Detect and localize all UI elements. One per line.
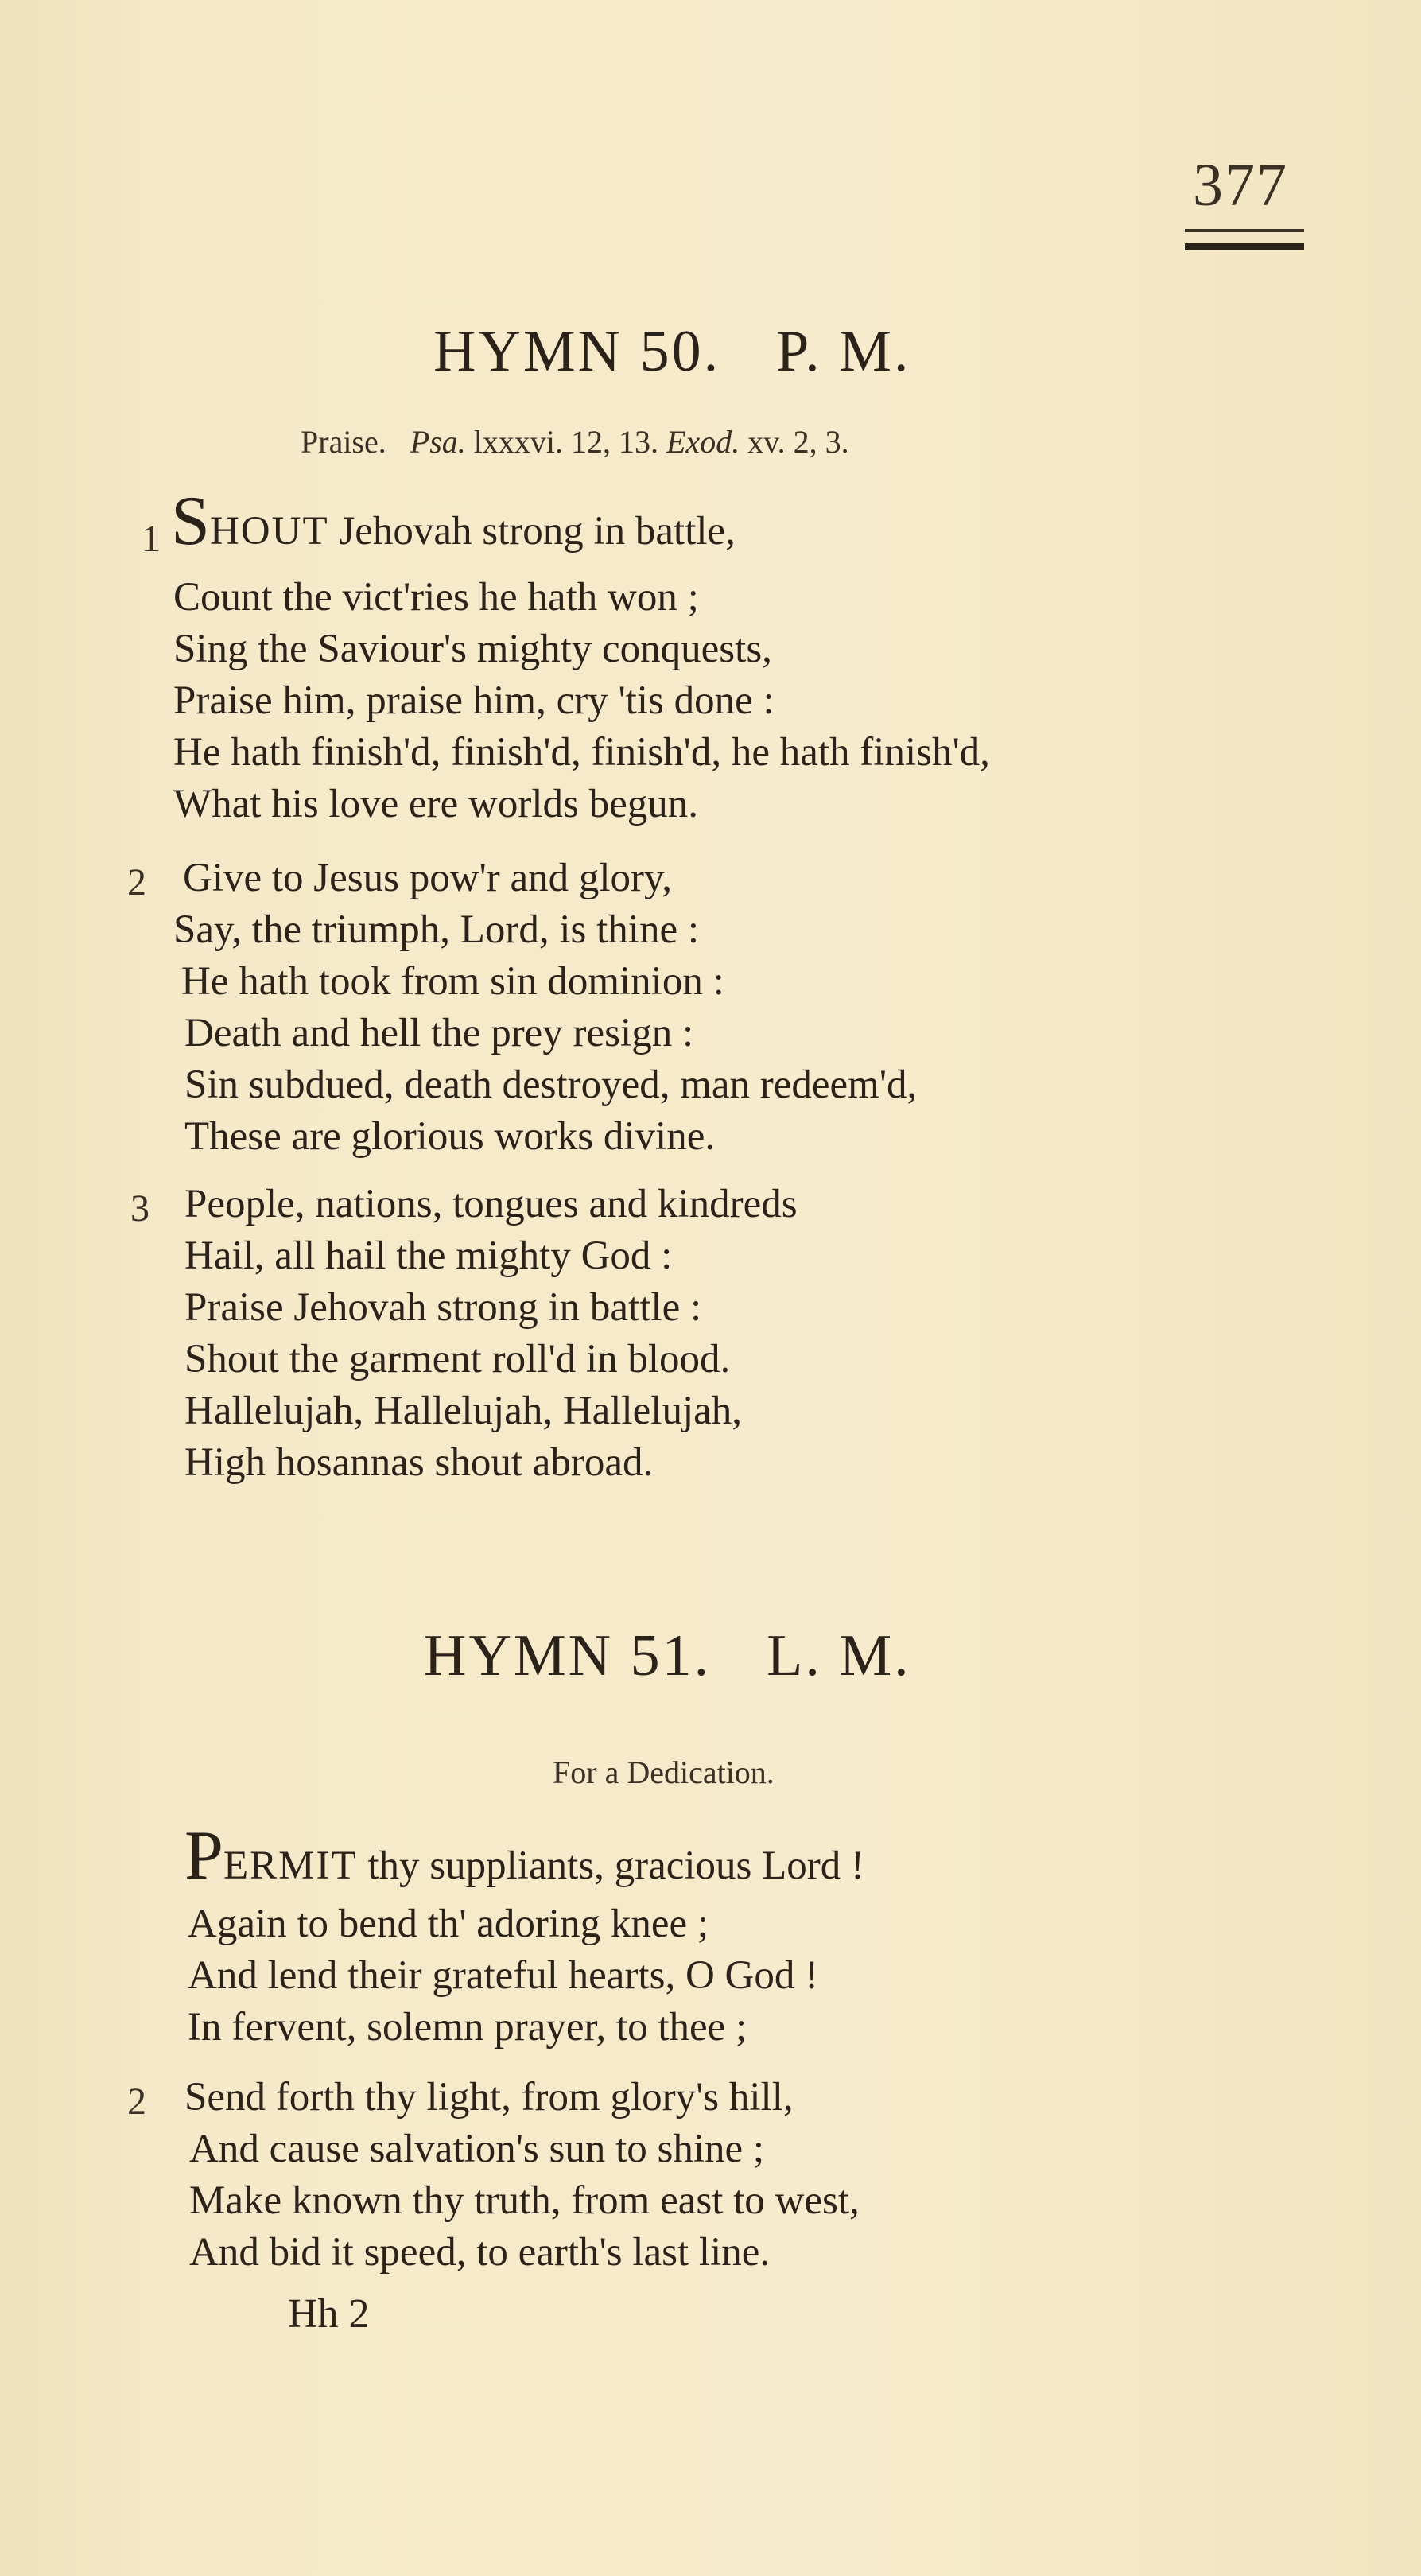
hymn-50-verse-3-number: 3 — [130, 1187, 149, 1230]
hymn-50-verse-1-number: 1 — [142, 518, 161, 560]
hymn-51-subtitle — [553, 1754, 775, 1791]
hymn-50-verse-3-line-5: Hallelujah, Hallelujah, Hallelujah, — [184, 1389, 743, 1433]
hymn-50-ref-exod-label: Exod. — [666, 424, 740, 460]
hymn-51-title — [424, 1622, 911, 1690]
hymn-50-verse-1-line-4: Praise him, praise him, cry 'tis done : — [173, 678, 775, 723]
dropcap-s: S — [171, 483, 210, 560]
hymn-51-verse-2-line-2: And cause salvation's sun to shine ; — [189, 2127, 765, 2171]
first-word-rest: ERMIT — [223, 1844, 358, 1888]
first-line-rest: Jehovah strong in battle, — [328, 509, 736, 554]
dropcap-p: P — [184, 1817, 223, 1894]
hymn-50-verse-2-number: 2 — [127, 861, 146, 903]
page-number: 377 — [1193, 152, 1288, 219]
hymn-50-verse-1-line-5: He hath finish'd, finish'd, finish'd, he hath finish'd, — [173, 730, 990, 775]
hymn-50-verse-1-line-2: Count the vict'ries he hath won ; — [173, 575, 699, 620]
hymn-50-verse-2-line-3: He hath took from sin dominion : — [181, 959, 724, 1004]
hymn-51-meter: L. M. — [767, 1623, 911, 1688]
hymn-51-verse-2-line-4: And bid it speed, to earth's last line. — [189, 2230, 771, 2275]
first-line-rest: thy suppliants, gracious Lord ! — [357, 1844, 865, 1888]
hymn-51-verse-1-line-1 — [184, 1817, 865, 1894]
hymn-50-verse-3-line-1: People, nations, tongues and kindreds — [184, 1182, 798, 1226]
hymn-50-verse-1-line-3: Sing the Saviour's mighty conquests, — [173, 627, 772, 671]
hymn-50-verse-1-line-6: What his love ere worlds begun. — [173, 782, 698, 826]
hymn-51-verse-1-line-4: In fervent, solemn prayer, to thee ; — [188, 2005, 747, 2050]
first-word-rest: HOUT — [209, 509, 329, 554]
hymn-50-verse-3-line-3: Praise Jehovah strong in battle : — [184, 1285, 702, 1330]
signature-mark: Hh 2 — [288, 2291, 370, 2337]
hymn-50-meter: P. M. — [776, 319, 911, 384]
hymn-51-number: HYMN 51. — [424, 1623, 712, 1688]
hymn-50-verse-2-line-4: Death and hell the prey resign : — [184, 1011, 694, 1055]
hymn-50-verse-2-line-1: Give to Jesus pow'r and glory, — [183, 856, 672, 900]
hymn-50-ref-psa-label: Psa. — [410, 424, 466, 460]
hymn-50-number: HYMN 50. — [433, 319, 721, 384]
hymn-51-theme: For a Dedication. — [553, 1754, 775, 1790]
hymn-51-verse-1-line-2: Again to bend th' adoring knee ; — [188, 1902, 709, 1946]
hymn-50-verse-2-line-5: Sin subdued, death destroyed, man redeem'd, — [184, 1063, 918, 1107]
hymn-51-verse-2-line-3: Make known thy truth, from east to west, — [189, 2178, 860, 2223]
hymn-51-verse-2-line-1: Send forth thy light, from glory's hill, — [184, 2075, 794, 2119]
hymn-50-verse-3-line-2: Hail, all hail the mighty God : — [184, 1234, 673, 1278]
hymn-50-ref-exod: xv. 2, 3. — [747, 424, 849, 460]
hymn-51-verse-1-line-3: And lend their grateful hearts, O God ! — [188, 1953, 819, 1998]
hymn-50-subtitle — [301, 423, 849, 460]
hymn-50-verse-3-line-6: High hosannas shout abroad. — [184, 1440, 654, 1485]
hymn-50-verse-2-line-2: Say, the triumph, Lord, is thine : — [173, 907, 700, 952]
hymn-51-verse-2-number: 2 — [127, 2081, 146, 2123]
hymn-50-title — [433, 318, 910, 386]
header-rule — [1185, 229, 1304, 250]
hymn-50-verse-2-line-6: These are glorious works divine. — [184, 1114, 716, 1159]
hymn-50-verse-3-line-4: Shout the garment roll'd in blood. — [184, 1337, 731, 1381]
hymn-50-theme: Praise. — [301, 424, 386, 460]
hymn-50-verse-1-line-1 — [171, 483, 736, 560]
hymn-50-ref-psa: lxxxvi. 12, 13. — [473, 424, 658, 460]
